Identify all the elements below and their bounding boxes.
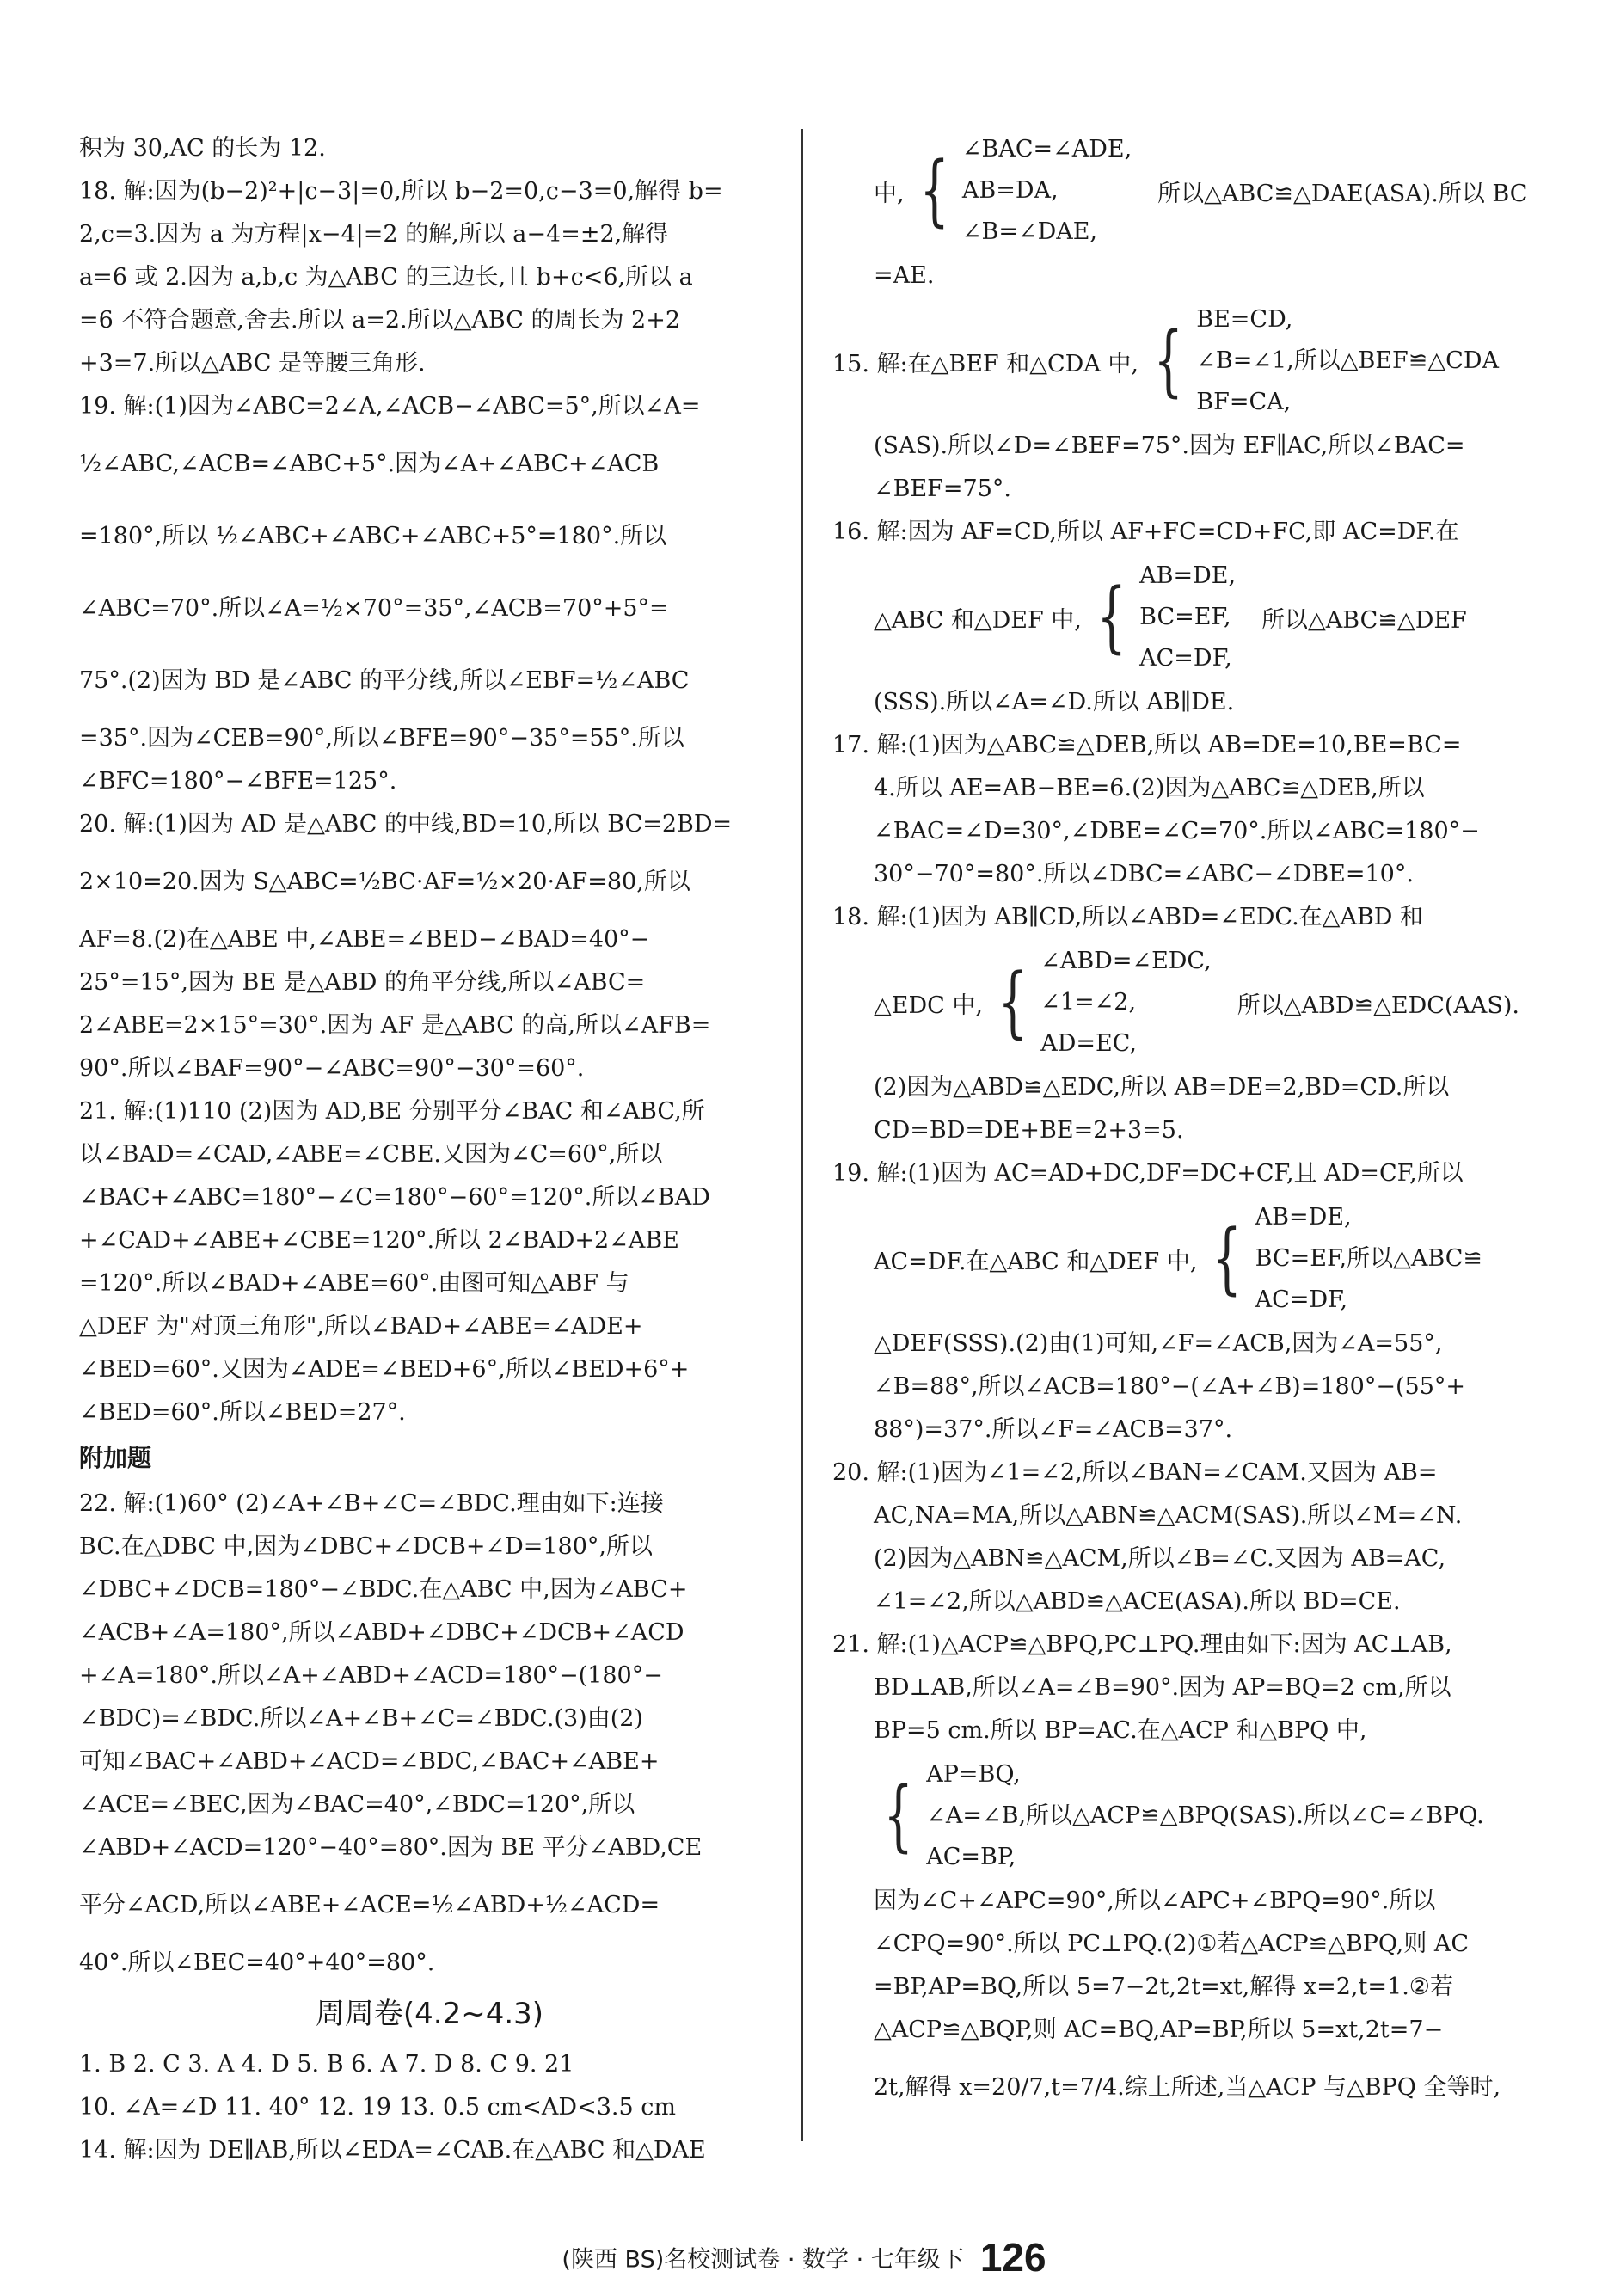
system-equations xyxy=(1196,299,1499,423)
text-line: ∠BDC)=∠BDC.所以∠A+∠B+∠C=∠BDC.(3)由(2) xyxy=(79,1705,643,1732)
text-line: ∠ABC=70°.所以∠A=½×70°=35°,∠ACB=70°+5°= xyxy=(79,595,669,622)
text-line: ∠BEF=75°. xyxy=(874,476,1011,502)
text-line: ∠BFC=180°−∠BFE=125°. xyxy=(79,768,397,795)
system-prefix: △EDC 中, xyxy=(874,991,983,1019)
equation-system xyxy=(832,129,1528,253)
text-line: =BP,AP=BQ,所以 5=7−2t,2t=xt,解得 x=2,t=1.②若 xyxy=(874,1974,1453,2000)
text-line: 21. 解:(1)110 (2)因为 AD,BE 分别平分∠BAC 和∠ABC,所 xyxy=(79,1098,705,1125)
text-line: +3=7.所以△ABC 是等腰三角形. xyxy=(79,350,426,377)
fill-answers: 10. ∠A=∠D 11. 40° 12. 19 13. 0.5 cm<AD<3.5 cm xyxy=(79,2094,676,2121)
equation-system xyxy=(832,941,1520,1065)
text-line: ∠DBC+∠DCB=180°−∠BDC.在△ABC 中,因为∠ABC+ xyxy=(79,1576,688,1603)
text-line: △DEF 为"对顶三角形",所以∠BAD+∠ABE=∠ADE+ xyxy=(79,1313,643,1340)
text-line: 可知∠BAC+∠ABD+∠ACD=∠BDC,∠BAC+∠ABE+ xyxy=(79,1748,660,1775)
equation: ∠A=∠B,所以△ACP≌△BPQ(SAS).所以∠C=∠BPQ. xyxy=(926,1802,1484,1829)
equation: BC=EF,所以△ABC≌ xyxy=(1255,1245,1483,1272)
text-line: 75°.(2)因为 BD 是∠ABC 的平分线,所以∠EBF=½∠ABC xyxy=(79,667,690,694)
system-equations xyxy=(926,1754,1483,1878)
text-line: a=6 或 2.因为 a,b,c 为△ABC 的三边长,且 b+c<6,所以 a xyxy=(79,264,693,291)
text-line: CD=BD=DE+BE=2+3=5. xyxy=(874,1117,1184,1144)
column-divider xyxy=(801,129,803,2141)
equation: BE=CD, xyxy=(1196,306,1293,333)
system-suffix: 所以△ABD≌△EDC(AAS). xyxy=(1237,991,1520,1019)
brace-icon: { xyxy=(883,1771,913,1861)
system-prefix: 15. 解:在△BEF 和△CDA 中, xyxy=(832,350,1138,378)
system-suffix: 所以△ABC≌△DEF xyxy=(1261,606,1467,634)
system-suffix: 所以△ABC≌△DAE(ASA).所以 BC xyxy=(1157,180,1528,207)
equation: ∠ABD=∠EDC, xyxy=(1040,948,1212,974)
system-equations xyxy=(962,129,1132,253)
text-line: 19. 解:(1)因为 AC=AD+DC,DF=DC+CF,且 AD=CF,所以 xyxy=(832,1160,1464,1187)
equation: AC=DF, xyxy=(1139,645,1232,672)
system-equations xyxy=(1040,941,1212,1065)
text-line: 20. 解:(1)因为∠1=∠2,所以∠BAN=∠CAM.又因为 AB= xyxy=(832,1459,1438,1486)
text-line: 18. 解:(1)因为 AB∥CD,所以∠ABD=∠EDC.在△ABD 和 xyxy=(832,904,1424,930)
text-line: 平分∠ACD,所以∠ABE+∠ACE=½∠ABD+½∠ACD= xyxy=(79,1892,660,1918)
text-line: (2)因为△ABN≌△ACM,所以∠B=∠C.又因为 AB=AC, xyxy=(874,1545,1446,1572)
text-line: ∠BED=60°.又因为∠ADE=∠BED+6°,所以∠BED+6°+ xyxy=(79,1356,690,1383)
text-line: =AE. xyxy=(874,262,935,289)
text-line: =35°.因为∠CEB=90°,所以∠BFE=90°−35°=55°.所以 xyxy=(79,725,684,752)
text-line: 21. 解:(1)△ACP≌△BPQ,PC⊥PQ.理由如下:因为 AC⊥AB, xyxy=(832,1631,1452,1658)
equation-system xyxy=(832,1754,1520,1878)
text-line: BC.在△DBC 中,因为∠DBC+∠DCB+∠D=180°,所以 xyxy=(79,1533,653,1560)
system-equations xyxy=(1139,556,1236,679)
text-line: BD⊥AB,所以∠A=∠B=90°.因为 AP=BQ=2 cm,所以 xyxy=(874,1674,1451,1701)
page-footer xyxy=(0,2234,1608,2281)
text-line: (SAS).所以∠D=∠BEF=75°.因为 EF∥AC,所以∠BAC= xyxy=(874,433,1465,459)
choice-answers: 1. B 2. C 3. A 4. D 5. B 6. A 7. D 8. C 9. 21 xyxy=(79,2051,574,2078)
equation: AP=BQ, xyxy=(926,1761,1021,1788)
text-line: 19. 解:(1)因为∠ABC=2∠A,∠ACB−∠ABC=5°,所以∠A= xyxy=(79,393,701,420)
system-prefix: AC=DF.在△ABC 和△DEF 中, xyxy=(874,1248,1198,1275)
text-line: ∠ACB+∠A=180°,所以∠ABD+∠DBC+∠DCB+∠ACD xyxy=(79,1619,684,1646)
equation: AD=EC, xyxy=(1040,1030,1137,1057)
equation-system xyxy=(832,556,1520,679)
left-column xyxy=(79,127,780,2172)
text-line: 以∠BAD=∠CAD,∠ABE=∠CBE.又因为∠C=60°,所以 xyxy=(79,1141,663,1168)
text-line: 17. 解:(1)因为△ABC≌△DEB,所以 AB=DE=10,BE=BC= xyxy=(832,732,1462,758)
page-number: 126 xyxy=(979,2235,1046,2280)
brace-icon: { xyxy=(1212,1213,1243,1304)
equation: AB=DE, xyxy=(1255,1204,1352,1231)
text-line: 2×10=20.因为 S△ABC=½BC·AF=½×20·AF=80,所以 xyxy=(79,869,690,895)
text-line: 2t,解得 x=20/7,t=7/4.综上所述,当△ACP 与△BPQ 全等时, xyxy=(874,2074,1501,2101)
text-line: ∠BAC+∠ABC=180°−∠C=180°−60°=120°.所以∠BAD xyxy=(79,1184,710,1211)
brace-icon: { xyxy=(1096,572,1126,662)
right-column xyxy=(832,127,1528,2124)
text-line: AC,NA=MA,所以△ABN≌△ACM(SAS).所以∠M=∠N. xyxy=(874,1502,1463,1529)
brace-icon: { xyxy=(997,957,1028,1047)
text-line: =120°.所以∠BAD+∠ABE=60°.由图可知△ABF 与 xyxy=(79,1270,629,1297)
text-line: △ACP≌△BQP,则 AC=BQ,AP=BP,所以 5=xt,2t=7− xyxy=(874,2017,1444,2043)
text-line: 因为∠C+∠APC=90°,所以∠APC+∠BPQ=90°.所以 xyxy=(874,1888,1436,1914)
text-line: ∠1=∠2,所以△ABD≌△ACE(ASA).所以 BD=CE. xyxy=(874,1588,1401,1615)
text-line: (2)因为△ABD≌△EDC,所以 AB=DE=2,BD=CD.所以 xyxy=(874,1074,1450,1101)
text-line: ∠CPQ=90°.所以 PC⊥PQ.(2)①若△ACP≌△BPQ,则 AC xyxy=(874,1931,1470,1957)
text-line: 18. 解:因为(b−2)²+|c−3|=0,所以 b−2=0,c−3=0,解得 b= xyxy=(79,178,723,205)
equation-system xyxy=(832,299,1520,423)
text-line: 20. 解:(1)因为 AD 是△ABC 的中线,BD=10,所以 BC=2BD= xyxy=(79,811,733,838)
text-line: ½∠ABC,∠ACB=∠ABC+5°.因为∠A+∠ABC+∠ACB xyxy=(79,451,660,477)
book-series-label: (陕西 BS)名校测试卷 · 数学 · 七年级下 xyxy=(562,2246,964,2274)
text-line: 40°.所以∠BEC=40°+40°=80°. xyxy=(79,1949,435,1976)
text-line: △DEF(SSS).(2)由(1)可知,∠F=∠ACB,因为∠A=55°, xyxy=(874,1330,1443,1357)
week-test-title: 周周卷(4.2~4.3) xyxy=(315,1997,544,2031)
text-line: 90°.所以∠BAF=90°−∠ABC=90°−30°=60°. xyxy=(79,1055,585,1082)
text-line: 4.所以 AE=AB−BE=6.(2)因为△ABC≌△DEB,所以 xyxy=(874,775,1425,801)
equation: ∠B=∠DAE, xyxy=(961,218,1098,245)
text-line: (SSS).所以∠A=∠D.所以 AB∥DE. xyxy=(874,689,1235,715)
text-line: 2∠ABE=2×15°=30°.因为 AF 是△ABC 的高,所以∠AFB= xyxy=(79,1012,711,1039)
text-line: +∠A=180°.所以∠A+∠ABD+∠ACD=180°−(180°− xyxy=(79,1662,663,1689)
equation: ∠1=∠2, xyxy=(1040,989,1137,1016)
brace-icon: { xyxy=(919,145,949,236)
bonus-heading: 附加题 xyxy=(79,1444,152,1472)
text-line: 积为 30,AC 的长为 12. xyxy=(79,135,326,162)
equation: AC=DF, xyxy=(1255,1286,1348,1313)
equation: ∠BAC=∠ADE, xyxy=(961,136,1132,163)
text-line: AF=8.(2)在△ABE 中,∠ABE=∠BED−∠BAD=40°− xyxy=(79,926,650,953)
text-line: BP=5 cm.所以 BP=AC.在△ACP 和△BPQ 中, xyxy=(874,1717,1367,1744)
equation: BC=EF, xyxy=(1139,604,1231,630)
text-line: 22. 解:(1)60° (2)∠A+∠B+∠C=∠BDC.理由如下:连接 xyxy=(79,1490,664,1517)
equation: BF=CA, xyxy=(1196,389,1292,415)
text-line: ∠B=88°,所以∠ACB=180°−(∠A+∠B)=180°−(55°+ xyxy=(874,1373,1465,1400)
text-line: 14. 解:因为 DE∥AB,所以∠EDA=∠CAB.在△ABC 和△DAE xyxy=(79,2137,706,2164)
text-line: 88°)=37°.所以∠F=∠ACB=37°. xyxy=(874,1416,1233,1443)
text-line: 30°−70°=80°.所以∠DBC=∠ABC−∠DBE=10°. xyxy=(874,861,1414,887)
text-line: =180°,所以 ½∠ABC+∠ABC+∠ABC+5°=180°.所以 xyxy=(79,523,667,549)
text-line: 25°=15°,因为 BE 是△ABD 的角平分线,所以∠ABC= xyxy=(79,969,646,996)
text-line: ∠BED=60°.所以∠BED=27°. xyxy=(79,1399,406,1426)
brace-icon: { xyxy=(1153,316,1183,406)
text-line: 16. 解:因为 AF=CD,所以 AF+FC=CD+FC,即 AC=DF.在 xyxy=(832,519,1459,545)
system-prefix: △ABC 和△DEF 中, xyxy=(874,606,1082,634)
equation-system xyxy=(832,1197,1520,1321)
text-line: ∠ACE=∠BEC,因为∠BAC=40°,∠BDC=120°,所以 xyxy=(79,1791,635,1818)
equation: ∠B=∠1,所以△BEF≌△CDA xyxy=(1196,347,1499,374)
text-line: ∠ABD+∠ACD=120°−40°=80°.因为 BE 平分∠ABD,CE xyxy=(79,1834,703,1861)
text-line: +∠CAD+∠ABE+∠CBE=120°.所以 2∠BAD+2∠ABE xyxy=(79,1227,679,1254)
system-equations xyxy=(1255,1197,1482,1321)
text-line: ∠BAC=∠D=30°,∠DBE=∠C=70°.所以∠ABC=180°− xyxy=(874,818,1480,844)
text-line: =6 不符合题意,舍去.所以 a=2.所以△ABC 的周长为 2+2 xyxy=(79,307,681,334)
equation: AB=DE, xyxy=(1139,562,1237,589)
text-line: 2,c=3.因为 a 为方程|x−4|=2 的解,所以 a−4=±2,解得 xyxy=(79,221,669,248)
equation: AC=BP, xyxy=(926,1844,1016,1870)
equation: AB=DA, xyxy=(961,177,1059,204)
system-prefix: 中, xyxy=(874,180,905,207)
